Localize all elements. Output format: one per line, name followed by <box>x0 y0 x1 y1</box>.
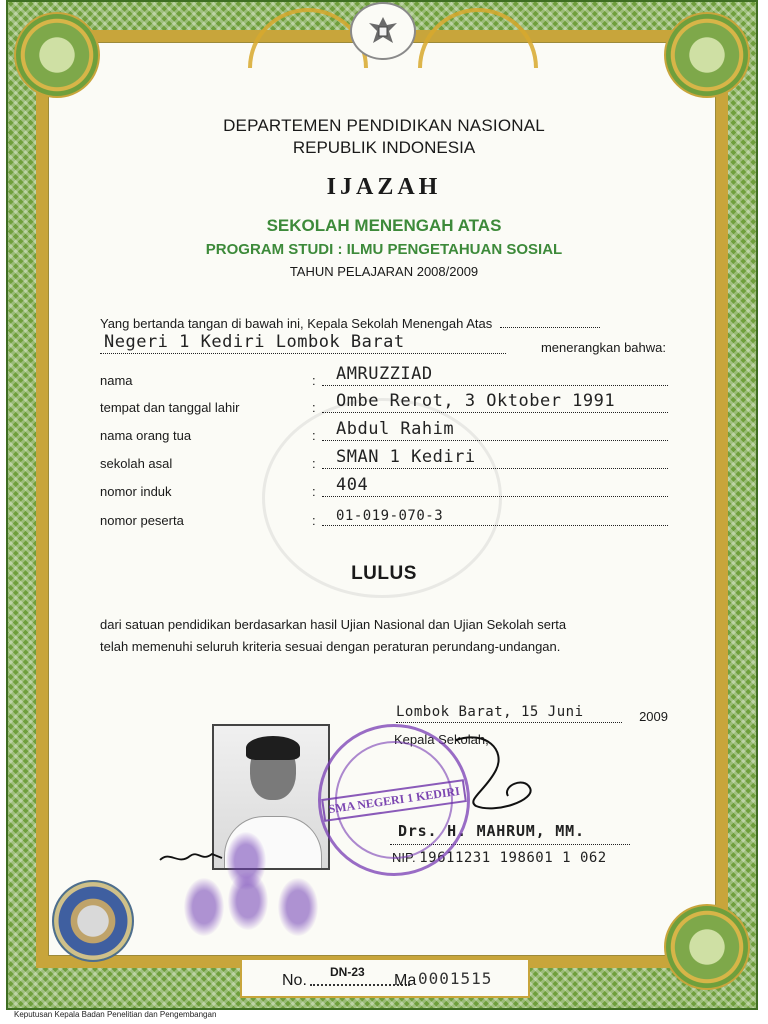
issue-year: 2009 <box>639 709 668 724</box>
place-date: Lombok Barat, 15 Juni <box>396 704 584 720</box>
field-value: Ombe Rerot, 3 Oktober 1991 <box>336 391 616 411</box>
field-value: Abdul Rahim <box>336 419 455 439</box>
study-program: PROGRAM STUDI : ILMU PENGETAHUAN SOSIAL <box>205 241 563 258</box>
dotted-line <box>100 353 506 354</box>
number-series: DN-23 <box>330 965 365 979</box>
document-title: IJAZAH <box>326 174 442 200</box>
field-label: nama orang tua <box>100 428 192 443</box>
dotted-line <box>322 440 668 441</box>
nip-label: NIP. <box>392 850 416 865</box>
field-colon: : <box>312 513 316 528</box>
field-colon: : <box>312 400 316 415</box>
country-name: REPUBLIK INDONESIA <box>292 138 476 157</box>
number-label: No. <box>282 972 307 989</box>
corner-ornament-top-left <box>14 12 100 98</box>
field-birth <box>100 389 668 415</box>
field-parent <box>100 417 668 443</box>
field-colon: : <box>312 373 316 388</box>
field-label: nomor induk <box>100 484 172 499</box>
intro-suffix: menerangkan bahwa: <box>540 340 666 355</box>
dotted-line <box>396 722 622 723</box>
field-colon: : <box>312 484 316 499</box>
body-text-line-2: telah memenuhi seluruh kriteria sesuai dengan peraturan perundang-undangan. <box>100 639 561 654</box>
field-participant-number <box>100 502 668 528</box>
school-stamp <box>318 724 470 876</box>
student-signature-icon <box>156 840 226 870</box>
photo-hair <box>246 736 300 760</box>
dotted-line <box>322 496 668 497</box>
dotted-line <box>322 468 668 469</box>
dotted-line <box>322 385 668 386</box>
principal-role: Kepala Sekolah, <box>394 732 489 747</box>
ministry-name: DEPARTEMEN PENDIDIKAN NASIONAL <box>223 116 545 135</box>
thumbprint-icon <box>228 872 268 930</box>
field-colon: : <box>312 428 316 443</box>
corner-ornament-top-right <box>664 12 750 98</box>
corner-ornament-bottom-right <box>664 904 750 990</box>
intro-statement: Yang bertanda tangan di bawah ini, Kepala Sekolah Menengah Atas <box>100 316 493 331</box>
field-label: tempat dan tanggal lahir <box>100 400 240 415</box>
school-name: Negeri 1 Kediri Lombok Barat <box>104 332 405 352</box>
dotted-line <box>322 525 668 526</box>
field-value: 404 <box>336 475 369 495</box>
certificate-number-box <box>240 958 530 998</box>
hologram-seal-icon <box>52 880 134 962</box>
stamp-text: SMA NEGERI 1 KEDIRI <box>321 779 467 822</box>
result-status: LULUS <box>351 563 417 584</box>
field-value: AMRUZZIAD <box>336 364 433 384</box>
dotted-line <box>322 412 668 413</box>
thumbprint-icon <box>278 878 318 936</box>
field-value: 01-019-070-3 <box>336 508 444 524</box>
thumbprint-icon <box>184 878 224 936</box>
field-value: SMAN 1 Kediri <box>336 447 476 467</box>
place-date-line <box>396 704 668 726</box>
field-label: sekolah asal <box>100 456 173 471</box>
field-student-number <box>100 473 668 499</box>
field-label: nama <box>100 373 133 388</box>
field-label: nomor peserta <box>100 513 184 528</box>
dotted-line <box>500 327 600 328</box>
academic-year: TAHUN PELAJARAN 2008/2009 <box>289 264 479 279</box>
field-colon: : <box>312 456 316 471</box>
body-text-line-1: dari satuan pendidikan berdasarkan hasil Ujian Nasional dan Ujian Sekolah serta <box>100 617 567 632</box>
field-origin-school <box>100 445 668 471</box>
field-name <box>100 362 668 388</box>
ma-label: Ma <box>394 972 417 989</box>
intro-text <box>100 316 600 331</box>
footer-note: Keputusan Kepala Badan Penelitian dan Pengembangan <box>14 1010 217 1019</box>
principal-name: Drs. H. MAHRUM, MM. <box>398 822 585 840</box>
school-name-line <box>100 332 666 356</box>
garuda-emblem-icon <box>350 2 416 60</box>
serial-number: 0001515 <box>418 969 493 988</box>
school-level: SEKOLAH MENENGAH ATAS <box>266 216 502 235</box>
nip-value: 19611231 198601 1 062 <box>419 850 607 866</box>
gold-swirl-ornament <box>418 8 538 68</box>
